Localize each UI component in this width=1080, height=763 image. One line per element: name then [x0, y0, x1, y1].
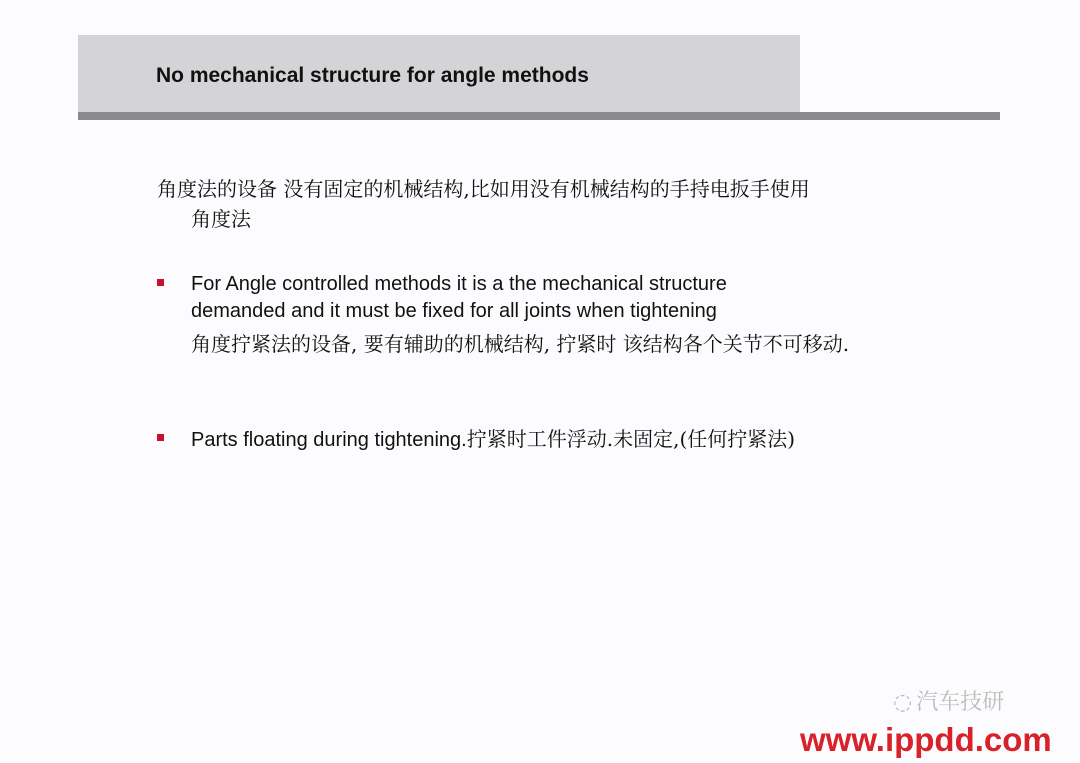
- bullet-en-text: Parts floating during tightening.: [191, 429, 467, 451]
- intro-text: [157, 174, 957, 234]
- bullet-en-text: For Angle controlled methods it is a the mechanical structure demanded and it must be fixed for all joints when tightening: [191, 273, 727, 322]
- site-watermark: www.ippdd.com: [800, 721, 1052, 758]
- wechat-icon: ◌: [893, 690, 913, 715]
- watermark-text: 汽车技研: [916, 690, 1005, 715]
- bullet-item: [157, 426, 795, 454]
- bullet-square-icon: [157, 279, 164, 286]
- bullet-cn-text: 拧紧时工件浮动.未固定,(任何拧紧法): [466, 427, 796, 451]
- watermark: [893, 690, 1004, 716]
- title-divider: [78, 112, 1000, 120]
- intro-line-2: 角度法: [191, 207, 251, 231]
- slide-title: No mechanical structure for angle methods: [156, 64, 589, 87]
- bullet-item: [157, 271, 916, 359]
- bullet-cn-text: 角度拧紧法的设备, 要有辅助的机械结构, 拧紧时 该结构各个关节不可移动.: [191, 332, 850, 356]
- intro-line-1: 角度法的设备 没有固定的机械结构,比如用没有机械结构的手持电扳手使用: [157, 177, 810, 201]
- bullet-square-icon: [157, 434, 164, 441]
